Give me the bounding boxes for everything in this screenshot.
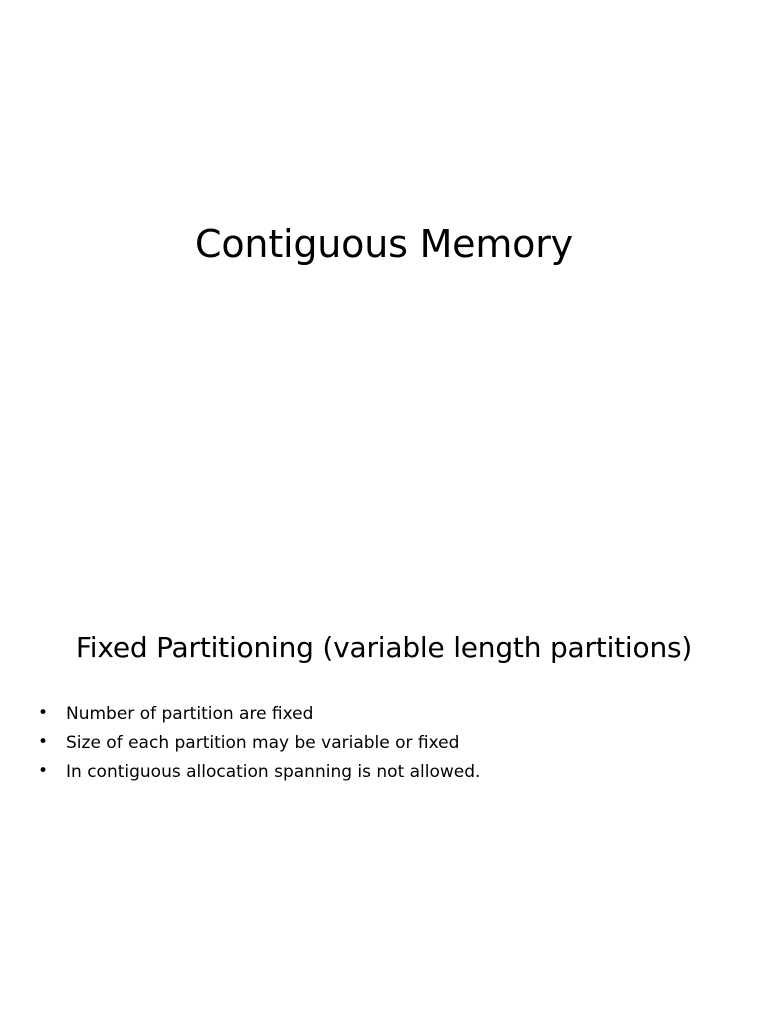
bullet-icon: • bbox=[38, 732, 49, 752]
bullet-icon: • bbox=[38, 703, 49, 723]
list-item bbox=[38, 758, 480, 787]
bullet-icon: • bbox=[38, 761, 49, 781]
bullet-text: In contiguous allocation spanning is not allowed. bbox=[66, 762, 481, 782]
bullet-list bbox=[38, 700, 480, 787]
slide-title: Contiguous Memory bbox=[195, 222, 573, 266]
bullet-text: Size of each partition may be variable or fixed bbox=[66, 733, 460, 753]
section-heading: Fixed Partitioning (variable length partitions) bbox=[75, 631, 693, 664]
list-item bbox=[38, 729, 480, 758]
bullet-text: Number of partition are fixed bbox=[66, 704, 314, 724]
list-item bbox=[38, 700, 480, 729]
